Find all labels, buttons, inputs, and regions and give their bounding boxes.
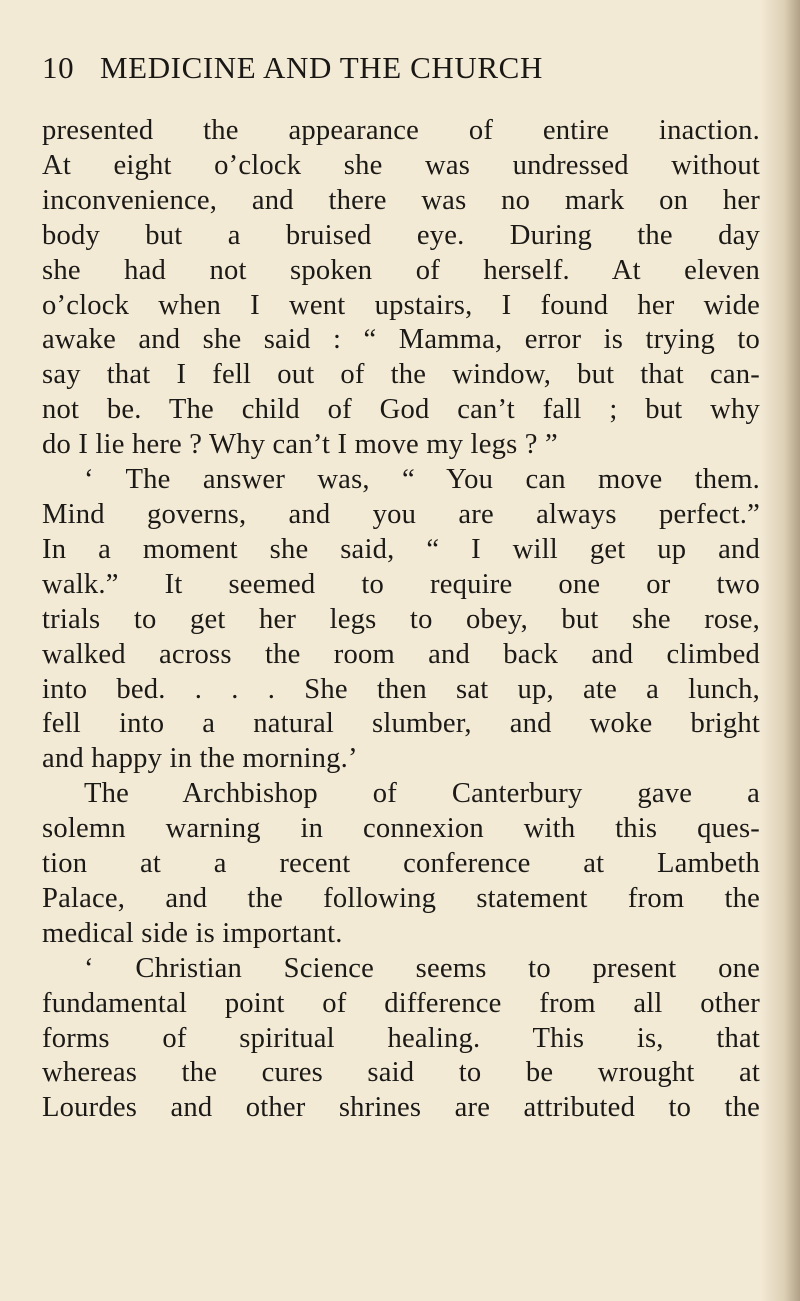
text-line: walk.” It seemed to require one or two [42,568,760,600]
text-line: o’clock when I went upstairs, I found her wide [42,289,760,321]
book-page [42,50,760,1126]
text-line: inconvenience, and there was no mark on her [42,184,760,216]
paragraph [42,777,760,952]
text-line: solemn warning in connexion with this ques- [42,813,760,845]
running-title: MEDICINE AND THE CHURCH [100,50,543,85]
text-line: forms of spiritual healing. This is, that [42,1022,760,1054]
text-line: body but a bruised eye. During the day [42,219,760,251]
text-line: walked across the room and back and climbed [42,638,760,670]
page-edge-shadow [760,0,800,1301]
text-line: In a moment she said, “ I will get up and [42,533,760,565]
text-line: medical side is important. [42,917,343,949]
text-line: fundamental point of difference from all other [42,987,760,1019]
text-line: Lourdes and other shrines are attributed to the [42,1092,760,1124]
text-line: not be. The child of God can’t fall ; but why [42,394,760,426]
text-line: whereas the cures said to be wrought at [42,1057,760,1089]
page-number: 10 [42,50,75,85]
paragraph [42,114,760,463]
text-line: awake and she said : “ Mamma, error is trying to [42,324,760,356]
paragraph [42,952,760,1127]
text-line: and happy in the morning.’ [42,743,358,775]
text-line: ‘ Christian Science seems to present one [84,952,760,984]
text-line: do I lie here ? Why can’t I move my legs ? ” [42,429,558,461]
text-line: Palace, and the following statement from the [42,882,760,914]
paragraph [42,463,760,777]
text-line: Mind governs, and you are always perfect.” [42,498,760,530]
text-line: into bed. . . . She then sat up, ate a lunch, [42,673,760,705]
text-line: say that I fell out of the window, but that can- [42,359,760,391]
text-line: trials to get her legs to obey, but she rose, [42,603,760,635]
text-line: tion at a recent conference at Lambeth [42,848,760,880]
text-line: At eight o’clock she was undressed without [42,149,760,181]
body-text [42,114,760,1126]
text-line: ‘ The answer was, “ You can move them. [84,464,760,496]
text-line: presented the appearance of entire inaction. [42,115,760,146]
text-line: she had not spoken of herself. At eleven [42,254,760,286]
text-line: fell into a natural slumber, and woke bright [42,708,760,740]
text-line: The Archbishop of Canterbury gave a [84,778,760,810]
running-head [42,50,760,94]
